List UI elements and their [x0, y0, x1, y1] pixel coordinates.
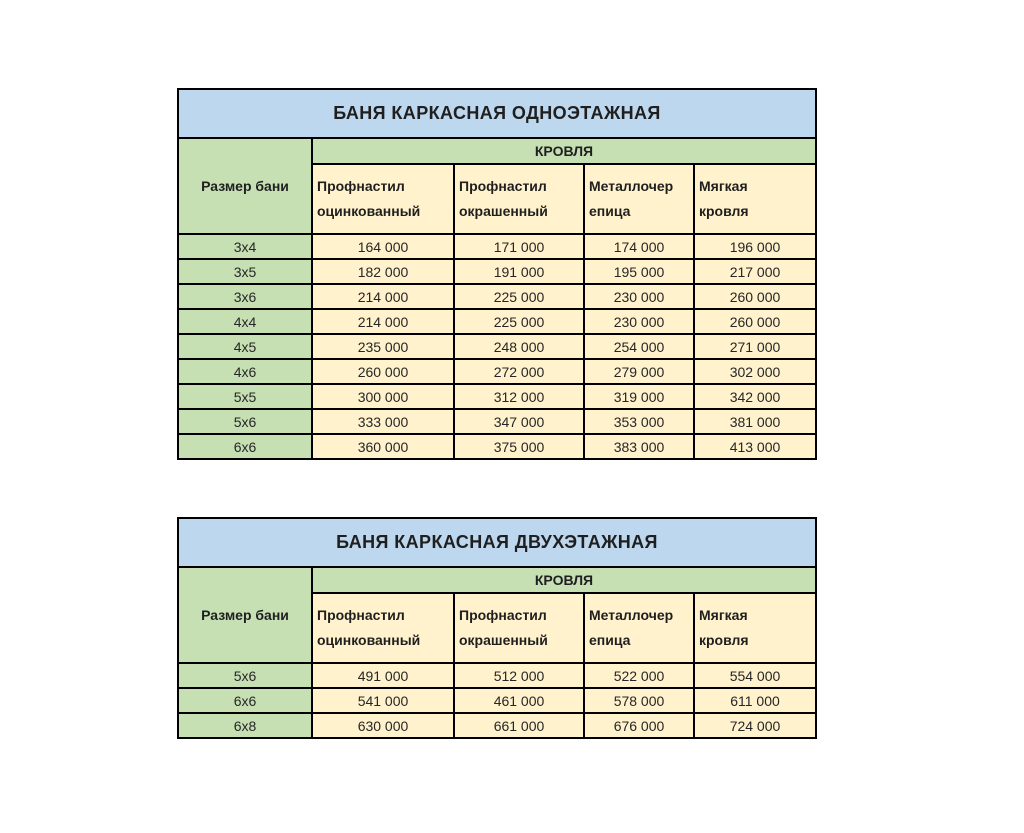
price-cell: 271 000 [694, 334, 816, 359]
price-cell: 174 000 [584, 234, 694, 259]
size-column-header: Размер бани [178, 567, 312, 663]
table-row [178, 409, 816, 434]
price-table-two-story [177, 517, 817, 739]
column-header-line: Металлочер [589, 607, 674, 623]
price-cell: 248 000 [454, 334, 584, 359]
column-header-line: Профнастил [459, 178, 547, 194]
table-row [178, 384, 816, 409]
price-cell: 630 000 [312, 713, 454, 738]
price-cell: 195 000 [584, 259, 694, 284]
price-cell: 260 000 [312, 359, 454, 384]
price-cell: 360 000 [312, 434, 454, 459]
size-cell: 4x4 [178, 309, 312, 334]
table-row [178, 434, 816, 459]
price-cell: 312 000 [454, 384, 584, 409]
column-header-line: Профнастил [317, 178, 405, 194]
column-header-profnastil-painted [454, 164, 584, 234]
price-cell: 611 000 [694, 688, 816, 713]
size-cell: 5x6 [178, 663, 312, 688]
size-cell: 3x6 [178, 284, 312, 309]
table-title: БАНЯ КАРКАСНАЯ ОДНОЭТАЖНАЯ [178, 89, 816, 138]
price-cell: 279 000 [584, 359, 694, 384]
column-header-line: Мягкая [699, 607, 748, 623]
size-cell: 5x5 [178, 384, 312, 409]
column-header-line: кровля [699, 203, 749, 219]
table-row [178, 234, 816, 259]
column-header-profnastil-painted [454, 593, 584, 663]
price-cell: 225 000 [454, 309, 584, 334]
price-cell: 381 000 [694, 409, 816, 434]
column-header-line: Профнастил [459, 607, 547, 623]
price-cell: 353 000 [584, 409, 694, 434]
price-cell: 512 000 [454, 663, 584, 688]
price-cell: 214 000 [312, 309, 454, 334]
column-header-soft-roof [694, 593, 816, 663]
table-row [178, 713, 816, 738]
table-row [178, 259, 816, 284]
column-header-line: кровля [699, 632, 749, 648]
price-cell: 375 000 [454, 434, 584, 459]
column-header-line: епица [589, 632, 631, 648]
column-header-line: окрашенный [459, 203, 548, 219]
table-title: БАНЯ КАРКАСНАЯ ДВУХЭТАЖНАЯ [178, 518, 816, 567]
column-header-line: Металлочер [589, 178, 674, 194]
price-cell: 661 000 [454, 713, 584, 738]
table-row [178, 359, 816, 384]
table-row [178, 309, 816, 334]
price-cell: 302 000 [694, 359, 816, 384]
price-cell: 347 000 [454, 409, 584, 434]
table-row [178, 334, 816, 359]
size-cell: 3x4 [178, 234, 312, 259]
price-cell: 272 000 [454, 359, 584, 384]
column-header-profnastil-galvanized [312, 593, 454, 663]
price-cell: 214 000 [312, 284, 454, 309]
price-cell: 554 000 [694, 663, 816, 688]
price-table-one-story [177, 88, 817, 460]
column-header-metal-tile [584, 164, 694, 234]
column-header-line: оцинкованный [317, 203, 421, 219]
price-cell: 413 000 [694, 434, 816, 459]
size-column-header: Размер бани [178, 138, 312, 234]
price-cell: 342 000 [694, 384, 816, 409]
column-header-line: Мягкая [699, 178, 748, 194]
price-cell: 230 000 [584, 309, 694, 334]
price-cell: 541 000 [312, 688, 454, 713]
column-header-metal-tile [584, 593, 694, 663]
price-cell: 230 000 [584, 284, 694, 309]
size-cell: 6x6 [178, 434, 312, 459]
price-cell: 235 000 [312, 334, 454, 359]
price-cell: 676 000 [584, 713, 694, 738]
price-cell: 522 000 [584, 663, 694, 688]
price-cell: 461 000 [454, 688, 584, 713]
roof-group-header: КРОВЛЯ [312, 138, 816, 164]
table-row [178, 688, 816, 713]
column-header-line: окрашенный [459, 632, 548, 648]
price-cell: 164 000 [312, 234, 454, 259]
size-cell: 5x6 [178, 409, 312, 434]
price-cell: 182 000 [312, 259, 454, 284]
price-cell: 196 000 [694, 234, 816, 259]
price-cell: 217 000 [694, 259, 816, 284]
size-cell: 4x6 [178, 359, 312, 384]
price-cell: 383 000 [584, 434, 694, 459]
price-cell: 578 000 [584, 688, 694, 713]
size-cell: 6x6 [178, 688, 312, 713]
price-cell: 724 000 [694, 713, 816, 738]
roof-group-header: КРОВЛЯ [312, 567, 816, 593]
size-cell: 4x5 [178, 334, 312, 359]
column-header-line: епица [589, 203, 631, 219]
price-cell: 191 000 [454, 259, 584, 284]
table-row [178, 663, 816, 688]
price-cell: 260 000 [694, 284, 816, 309]
price-cell: 491 000 [312, 663, 454, 688]
column-header-profnastil-galvanized [312, 164, 454, 234]
size-cell: 3x5 [178, 259, 312, 284]
price-cell: 300 000 [312, 384, 454, 409]
price-cell: 319 000 [584, 384, 694, 409]
column-header-soft-roof [694, 164, 816, 234]
table-row [178, 284, 816, 309]
price-cell: 171 000 [454, 234, 584, 259]
size-cell: 6x8 [178, 713, 312, 738]
price-cell: 225 000 [454, 284, 584, 309]
column-header-line: Профнастил [317, 607, 405, 623]
price-cell: 260 000 [694, 309, 816, 334]
price-cell: 333 000 [312, 409, 454, 434]
price-cell: 254 000 [584, 334, 694, 359]
column-header-line: оцинкованный [317, 632, 421, 648]
